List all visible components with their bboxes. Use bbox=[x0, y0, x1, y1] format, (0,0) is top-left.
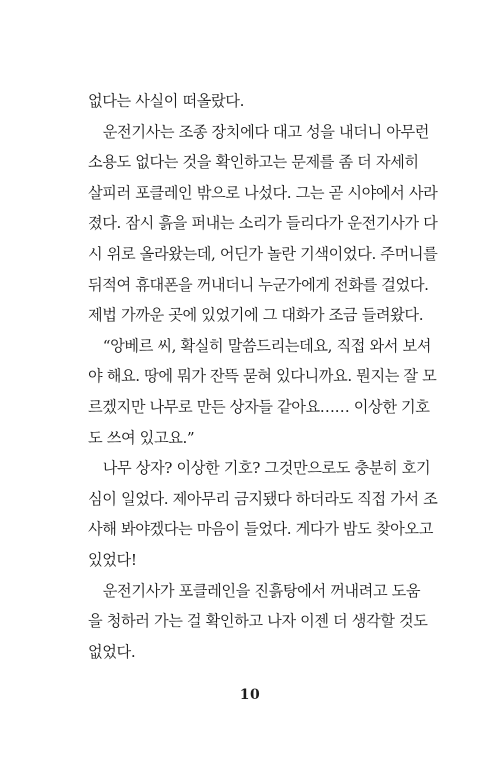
body-text bbox=[88, 86, 438, 667]
paragraph-4 bbox=[88, 453, 438, 575]
text-line: 졌다. 잠시 흙을 퍼내는 소리가 들리다가 운전기사가 다 bbox=[88, 214, 438, 233]
text-line: 을 청하러 가는 걸 확인하고 나자 이젠 더 생각할 것도 bbox=[88, 612, 428, 631]
page-number: 10 bbox=[239, 687, 261, 703]
text-line: 운전기사는 조종 장치에다 대고 성을 내더니 아무런 bbox=[88, 122, 430, 141]
text-line: 운전기사가 포클레인을 진흙탕에서 꺼내려고 도움 bbox=[88, 581, 421, 600]
text-line: 소용도 없다는 것을 확인하고는 문제를 좀 더 자세히 bbox=[88, 153, 419, 172]
text-line: 도 쓰여 있고요.” bbox=[88, 428, 195, 447]
paragraph-5 bbox=[88, 576, 428, 668]
paragraph-1 bbox=[88, 86, 428, 117]
text-line: 르겠지만 나무로 만든 상자들 같아요…… 이상한 기호 bbox=[88, 397, 430, 416]
text-line: 시 위로 올라왔는데, 어딘가 놀란 기색이었다. 주머니를 bbox=[88, 244, 438, 263]
paragraph-3 bbox=[88, 331, 437, 453]
text-line: 심이 일었다. 제아무리 금지됐다 하더라도 직접 가서 조 bbox=[88, 489, 438, 508]
text-line: “앙베르 씨, 확실히 말씀드리는데요, 직접 와서 보셔 bbox=[88, 336, 431, 355]
text-line: 사해 봐야겠다는 마음이 들었다. 게다가 밤도 찾아오고 bbox=[88, 520, 433, 539]
text-line: 나무 상자? 이상한 기호? 그것만으로도 충분히 호기 bbox=[88, 459, 431, 478]
text-line: 없었다. bbox=[88, 642, 136, 661]
text-line: 없다는 사실이 떠올랐다. bbox=[88, 92, 244, 110]
text-line: 살피러 포클레인 밖으로 나섰다. 그는 곧 시야에서 사라 bbox=[88, 183, 438, 202]
text-line: 있었다! bbox=[88, 550, 137, 569]
text-line: 야 해요. 땅에 뭐가 잔뜩 묻혀 있다니까요. 뭔지는 잘 모 bbox=[88, 367, 437, 386]
text-line: 뒤적여 휴대폰을 꺼내더니 누군가에게 전화를 걸었다. bbox=[88, 275, 429, 294]
text-line: 제법 가까운 곳에 있었기에 그 대화가 조금 들려왔다. bbox=[88, 306, 424, 325]
paragraph-2 bbox=[88, 117, 438, 331]
